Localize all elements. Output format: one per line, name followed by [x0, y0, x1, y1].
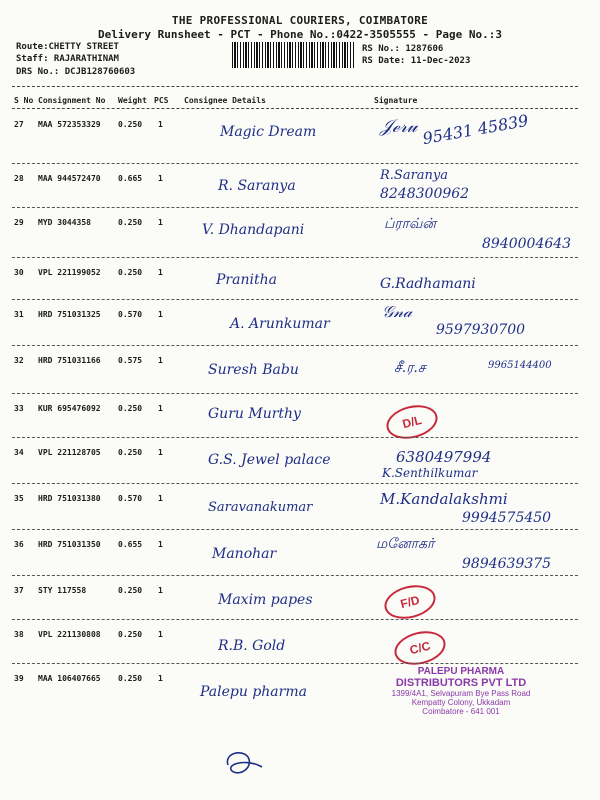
- row-weight: 0.250: [118, 404, 143, 413]
- consignee-name: G.S. Jewel palace: [208, 452, 331, 468]
- row-consignment: VPL 221128705: [38, 448, 101, 457]
- stamp-fd: F/D: [381, 580, 439, 624]
- stamp-address-line: Kempatty Colony, Ukkadam: [411, 698, 511, 707]
- consignee-name: R. Saranya: [218, 178, 296, 194]
- row-consignment: HRD 751031380: [38, 494, 101, 503]
- table-row: [12, 110, 578, 164]
- row-pcs: 1: [158, 268, 163, 277]
- row-pcs: 1: [158, 120, 163, 129]
- consignee-name: A. Arunkumar: [230, 316, 330, 332]
- row-weight: 0.250: [118, 630, 143, 639]
- row-weight: 0.250: [118, 674, 143, 683]
- stamp-dl: D/L: [383, 400, 441, 444]
- row-sno: 27: [14, 120, 24, 129]
- signature-phone: 8248300962: [380, 186, 470, 202]
- signature-scribble: சீ.ர.ச: [394, 360, 426, 376]
- row-pcs: 1: [158, 404, 163, 413]
- row-sno: 31: [14, 310, 24, 319]
- stamp-address-line: 1399/4A1, Selvapuram Bye Pass Road: [391, 689, 531, 698]
- row-sno: 33: [14, 404, 24, 413]
- row-pcs: 1: [158, 674, 163, 683]
- row-weight: 0.250: [118, 448, 143, 457]
- document-title: THE PROFESSIONAL COURIERS, COIMBATORE: [171, 14, 429, 27]
- table-row: [12, 438, 578, 484]
- row-weight: 0.570: [118, 310, 143, 319]
- stamp-company-name: DISTRIBUTORS PVT LTD: [395, 677, 527, 689]
- consignee-name: Maxim papes: [218, 592, 313, 608]
- signature-phone: 9965144400: [488, 360, 552, 371]
- consignee-name: Saravanakumar: [208, 500, 313, 515]
- row-consignment: KUR 695476092: [38, 404, 101, 413]
- row-sno: 32: [14, 356, 24, 365]
- table-row: [12, 484, 578, 530]
- signature-phone: 95431 45839: [421, 110, 530, 149]
- consignee-name: Pranitha: [216, 272, 277, 288]
- row-sno: 35: [14, 494, 24, 503]
- table-row: [12, 394, 578, 438]
- barcode-icon: [232, 42, 354, 68]
- row-sno: 38: [14, 630, 24, 639]
- signature-phone: 9597930700: [436, 322, 526, 338]
- signature-phone: 6380497994: [396, 448, 492, 466]
- route-label: Route:CHETTY STREET: [16, 42, 119, 52]
- row-weight: 0.665: [118, 174, 143, 183]
- row-sno: 39: [14, 674, 24, 683]
- signature-phone: 9994575450: [462, 510, 552, 526]
- column-signature: Signature: [374, 96, 418, 105]
- consignee-name: Magic Dream: [220, 124, 317, 140]
- row-sno: 29: [14, 218, 24, 227]
- signature-name: G.Radhamani: [380, 276, 476, 292]
- row-pcs: 1: [158, 310, 163, 319]
- row-weight: 0.250: [118, 586, 143, 595]
- table-row: [12, 258, 578, 300]
- column-weight: Weight: [118, 96, 147, 105]
- consignee-name: V. Dhandapani: [202, 222, 305, 238]
- table-row: [12, 620, 578, 664]
- row-weight: 0.570: [118, 494, 143, 503]
- row-sno: 36: [14, 540, 24, 549]
- row-consignment: MAA 572353329: [38, 120, 101, 129]
- table-row: [12, 208, 578, 258]
- row-pcs: 1: [158, 356, 163, 365]
- row-pcs: 1: [158, 218, 163, 227]
- rs-date: RS Date: 11-Dec-2023: [362, 56, 471, 66]
- table-row: [12, 346, 578, 394]
- pen-mark-icon: [222, 745, 266, 781]
- row-pcs: 1: [158, 448, 163, 457]
- signature-phone: 8940004643: [482, 236, 572, 252]
- stamp-city-line: Coimbatore - 641 001: [422, 707, 500, 716]
- row-consignment: MYD 3044358: [38, 218, 91, 227]
- rs-number: RS No.: 1287606: [362, 44, 444, 54]
- row-pcs: 1: [158, 494, 163, 503]
- consignee-name: Palepu pharma: [200, 684, 307, 700]
- signature-scribble: 𝒢𝓃𝒶: [382, 302, 413, 321]
- signature-scribble: மனோகர்: [376, 536, 435, 552]
- row-pcs: 1: [158, 174, 163, 183]
- row-pcs: 1: [158, 540, 163, 549]
- table-row: [12, 300, 578, 346]
- column-pcs: PCS: [154, 96, 169, 105]
- row-pcs: 1: [158, 586, 163, 595]
- signature-name: K.Senthilkumar: [382, 466, 478, 480]
- row-sno: 30: [14, 268, 24, 277]
- signature-scribble: 𝒥ℯ𝓇𝓊: [380, 116, 418, 137]
- consignee-name: Suresh Babu: [208, 362, 299, 378]
- row-consignment: MAA 944572470: [38, 174, 101, 183]
- row-weight: 0.250: [118, 218, 143, 227]
- consignee-name: Manohar: [212, 546, 277, 562]
- drs-number: DRS No.: DCJB128760603: [16, 67, 136, 77]
- signature-name: M.Kandalakshmi: [380, 490, 508, 508]
- header-rule-bottom: [12, 108, 578, 109]
- row-weight: 0.250: [118, 268, 143, 277]
- consignee-name: R.B. Gold: [218, 638, 286, 654]
- company-stamp: [356, 666, 566, 716]
- column-consignment: Consignment No: [38, 96, 106, 105]
- consignee-name: Guru Murthy: [208, 406, 301, 422]
- table-row: [12, 576, 578, 620]
- row-consignment: MAA 106407665: [38, 674, 101, 683]
- signature-name: R.Saranya: [380, 168, 449, 183]
- staff-label: Staff: RAJARATHINAM: [16, 54, 119, 64]
- row-consignment: HRD 751031166: [38, 356, 101, 365]
- stamp-cc: C/C: [391, 626, 449, 670]
- row-consignment: VPL 221130808: [38, 630, 101, 639]
- table-row: [12, 530, 578, 576]
- signature-scribble: ப்ராவ்ன்: [384, 216, 436, 232]
- row-sno: 37: [14, 586, 24, 595]
- row-weight: 0.655: [118, 540, 143, 549]
- row-sno: 28: [14, 174, 24, 183]
- table-row: [12, 164, 578, 208]
- column-consignee: Consignee Details: [184, 96, 266, 105]
- document-subtitle: Delivery Runsheet - PCT - Phone No.:0422-3505555 - Page No.:3: [98, 28, 502, 41]
- column-sno: S No: [14, 96, 34, 105]
- row-weight: 0.250: [118, 120, 143, 129]
- row-consignment: HRD 751031350: [38, 540, 101, 549]
- signature-phone: 9894639375: [462, 556, 552, 572]
- row-sno: 34: [14, 448, 24, 457]
- row-consignment: HRD 751031325: [38, 310, 101, 319]
- header-rule: [12, 86, 578, 87]
- row-pcs: 1: [158, 630, 163, 639]
- row-consignment: VPL 221199052: [38, 268, 101, 277]
- stamp-company-line: PALEPU PHARMA: [417, 666, 505, 677]
- row-consignment: STY 117558: [38, 586, 87, 595]
- row-weight: 0.575: [118, 356, 143, 365]
